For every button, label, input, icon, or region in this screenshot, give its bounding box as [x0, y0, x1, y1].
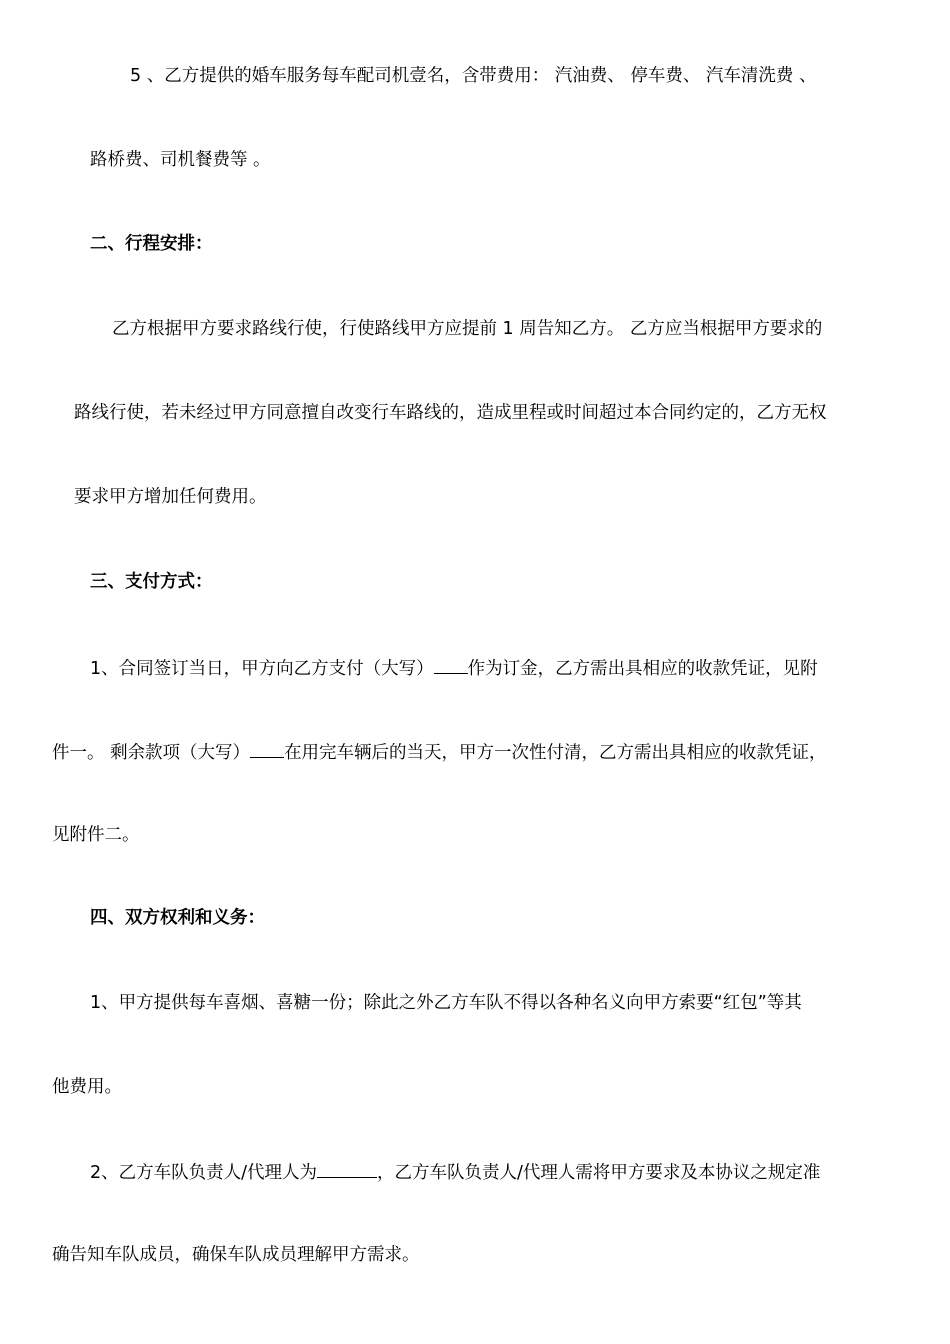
item5-line2: 路桥费、司机餐费等 。: [90, 150, 271, 170]
section4-heading: 四、双方权利和义务：: [90, 908, 265, 928]
section3-line3: 见附件二。: [52, 825, 140, 845]
section3-line2-end: 在用完车辆后的当天，甲方一次性付清，乙方需出具相应的收款凭证，: [284, 743, 827, 763]
section3-line1-start: 1、合同签订当日，甲方向乙方支付（大写）: [90, 659, 434, 679]
deposit-amount-blank: [434, 655, 468, 674]
section2-line3: 要求甲方增加任何费用。: [74, 487, 267, 507]
section4-item2-line1-end: ，乙方车队负责人/代理人需将甲方要求及本协议之规定准: [377, 1163, 821, 1183]
section3-line1-end: 作为订金，乙方需出具相应的收款凭证，见附: [467, 659, 818, 679]
section3-line1: [90, 655, 818, 681]
section4-item2-line1: [90, 1159, 820, 1185]
section3-line2-start: 件一。 剩余款项（大写）: [52, 743, 251, 763]
section4-item1-line1: 1、甲方提供每车喜烟、喜糖一份；除此之外乙方车队不得以各种名义向甲方索要“红包”等其: [90, 993, 802, 1013]
section2-line1: 乙方根据甲方要求路线行使，行使路线甲方应提前 1 周告知乙方。 乙方应当根据甲方要求的: [112, 319, 823, 339]
item5-line1: 5 、乙方提供的婚车服务每车配司机壹名，含带费用： 汽油费、 停车费、 汽车清洗费 、: [130, 66, 817, 86]
section4-item1-line2: 他费用。: [52, 1077, 122, 1097]
section4-item2-line1-start: 2、乙方车队负责人/代理人为: [90, 1163, 318, 1183]
section4-item2-line2: 确告知车队成员，确保车队成员理解甲方需求。: [52, 1245, 420, 1265]
section3-heading: 三、支付方式：: [90, 572, 213, 592]
section2-line2: 路线行使，若未经过甲方同意擅自改变行车路线的，造成里程或时间超过本合同约定的，乙方无权: [74, 403, 827, 423]
balance-amount-blank: [250, 739, 284, 758]
fleet-agent-name-blank: [317, 1159, 377, 1178]
section2-heading: 二、行程安排：: [90, 234, 213, 254]
section3-line2: [52, 739, 827, 765]
